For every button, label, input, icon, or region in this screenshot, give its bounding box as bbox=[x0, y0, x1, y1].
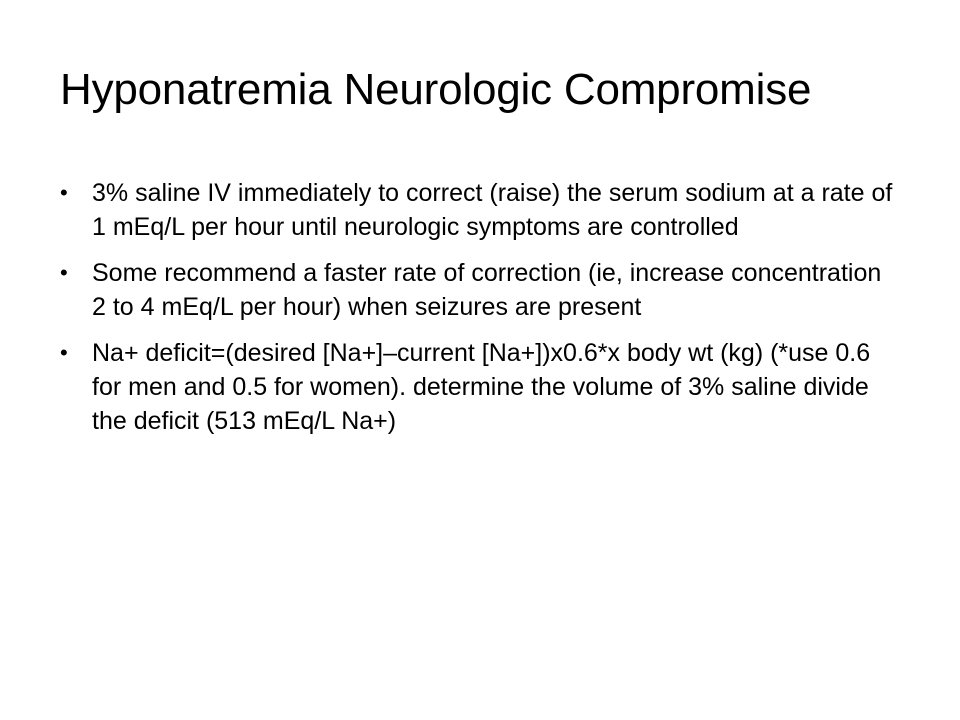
bullet-text: Na+ deficit=(desired [Na+]–current [Na+])x0.6*x body wt (kg) (*use 0.6 for men and 0.5 for women). determine the volume of 3% saline divide the deficit (513 mEq/L Na+) bbox=[92, 339, 871, 435]
slide-title: Hyponatremia Neurologic Compromise bbox=[60, 65, 812, 114]
bullet-text: Some recommend a faster rate of correction (ie, increase concentration 2 to 4 mEq/L per hour) when seizures are present bbox=[92, 259, 882, 321]
bullet-icon: • bbox=[60, 260, 68, 285]
bullet-item-saline bbox=[60, 176, 900, 244]
bullet-item-faster-rate bbox=[60, 256, 900, 324]
bullet-icon: • bbox=[60, 340, 68, 365]
bullet-item-na-deficit bbox=[60, 336, 900, 438]
bullet-list bbox=[60, 176, 900, 450]
bullet-icon: • bbox=[60, 180, 68, 205]
bullet-text: 3% saline IV immediately to correct (raise) the serum sodium at a rate of 1 mEq/L per hour until neurologic symptoms are controlled bbox=[92, 179, 893, 241]
